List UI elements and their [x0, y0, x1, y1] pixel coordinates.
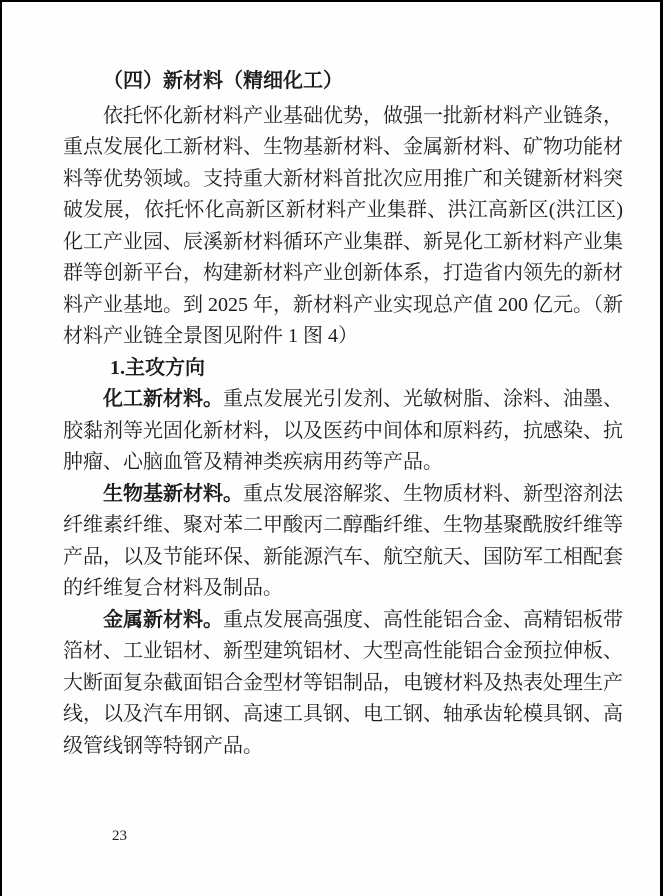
- scan-edge-top: [0, 0, 663, 2]
- sub-heading: 1.主攻方向: [110, 356, 205, 379]
- topic-paragraph-chemical-materials: [63, 384, 623, 479]
- topic-text-chemical-materials: 重点发展光引发剂、光敏树脂、涂料、油墨、胶黏剂等光固化新材料，以及医药中间体和原料药，抗感染、抗肿瘤、心脑血管及精神类疾病用药等产品。: [63, 388, 623, 473]
- topic-paragraph-metal-materials: [63, 605, 623, 763]
- scan-edge-left: [0, 0, 2, 896]
- topic-text-metal-materials: 重点发展高强度、高性能铝合金、高精铝板带箔材、工业铝材、新型建筑铝材、大型高性能铝合金预拉伸板、大断面复杂截面铝合金型材等铝制品，电镀材料及热表处理生产线，以及汽车用钢、高速工具钢、电工钢、轴承齿轮模具钢、高级管线钢等特钢产品。: [63, 608, 623, 757]
- topic-lead-chemical-materials: 化工新材料。: [103, 388, 223, 410]
- scan-edge-right: [660, 0, 663, 896]
- section-heading: （四）新材料（精细化工）: [103, 70, 343, 92]
- topic-lead-biobased-materials: 生物基新材料。: [103, 482, 243, 505]
- topic-text-biobased-materials: 重点发展溶解浆、生物质材料、新型溶剂法纤维素纤维、聚对苯二甲酸丙二醇酯纤维、生物基聚酰胺纤维等产品，以及节能环保、新能源汽车、航空航天、国防军工相配套的纤维复合材料及制品。: [63, 482, 623, 599]
- topic-lead-metal-materials: 金属新材料。: [103, 608, 223, 631]
- document-body: [63, 66, 623, 762]
- topic-paragraph-biobased-materials: [63, 479, 623, 605]
- intro-paragraph: 依托怀化新材料产业基础优势，做强一批新材料产业链条，重点发展化工新材料、生物基新材料、金属新材料、矿物功能材料等优势领域。支持重大新材料首批次应用推广和关键新材料突破发展，依托怀化高新区新材料产业集群、洪江高新区(洪江区)化工产业园、辰溪新材料循环产业集群、新晃化工新材料产业集群等创新平台，构建新材料产业创新体系，打造省内领先的新材料产业基地。到 2025 年，新材料产业实现总产值 200 亿元。（新材料产业链全景图见附件 1 图 4）: [63, 104, 623, 347]
- page-number: 23: [112, 828, 127, 844]
